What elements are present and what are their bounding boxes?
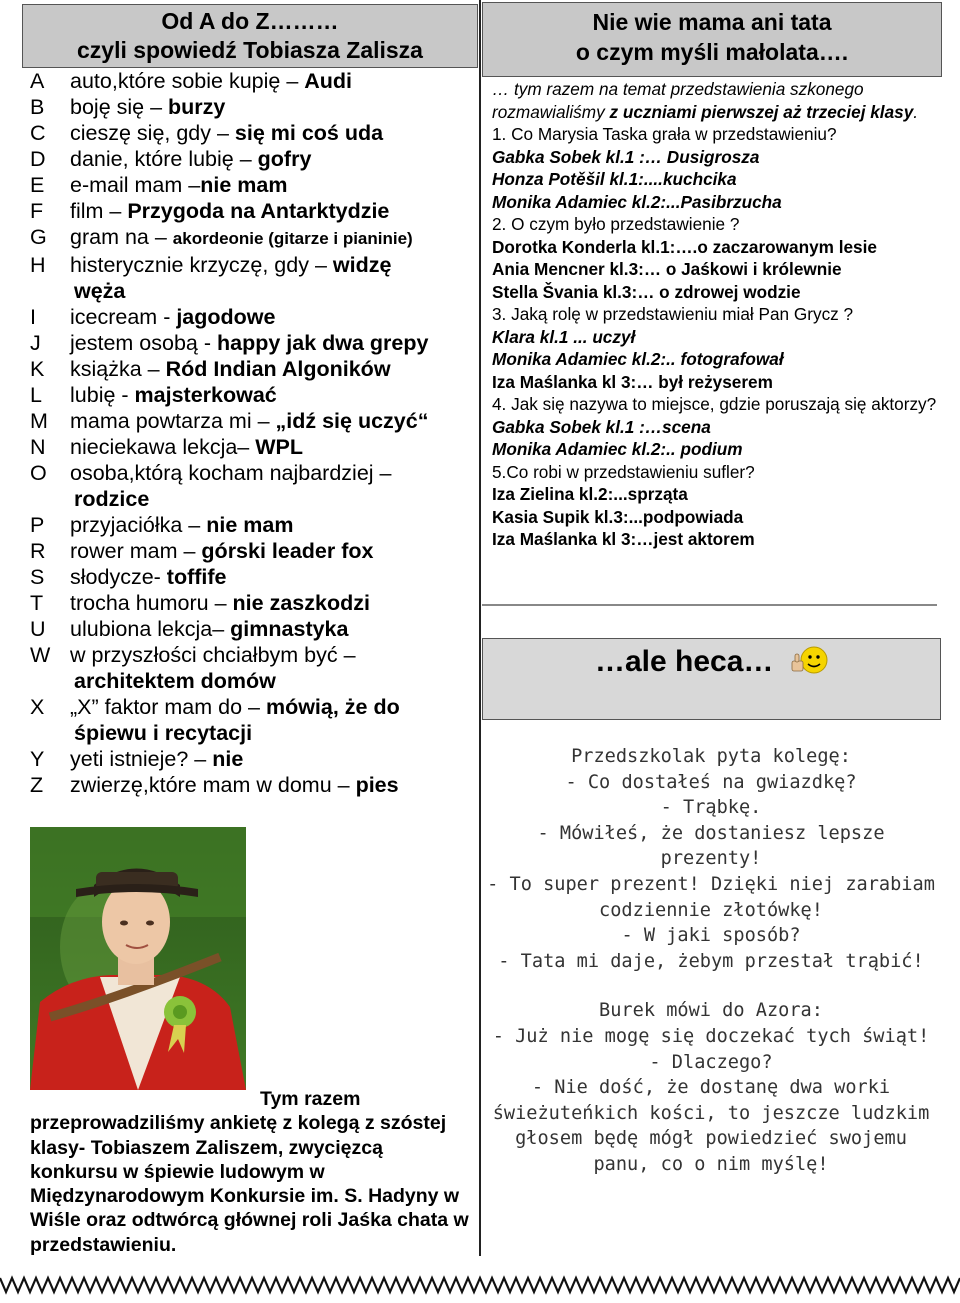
joke-line: - Już nie mogę się doczekać tych świąt!: [492, 1025, 930, 1047]
alphabet-letter: X: [30, 695, 45, 719]
joke-line: Burek mówi do Azora:: [599, 1000, 823, 1022]
alphabet-question: danie, które lubię –: [70, 147, 258, 171]
alphabet-answer: nie zaszkodzi: [232, 591, 370, 615]
alphabet-answer: górski leader fox: [201, 539, 374, 563]
alphabet-row-g: [30, 224, 480, 252]
quiz-answer: Ania Mencner kl.3:… o Jaśkowi i królewnie: [492, 259, 842, 279]
alphabet-question: w przyszłości chciałbym być –: [70, 643, 356, 667]
intro-first-line: Tym razem: [260, 1088, 361, 1110]
alphabet-answer-continued: węża: [74, 279, 126, 303]
alphabet-row-z: [30, 772, 480, 798]
alphabet-line: [70, 746, 480, 772]
alphabet-question: książka –: [70, 357, 166, 381]
alphabet-row-b: [30, 94, 480, 120]
alphabet-question: jestem osobą -: [70, 331, 217, 355]
alphabet-question: gram na –: [70, 225, 173, 249]
alphabet-answer: gofry: [257, 147, 312, 171]
alphabet-line: [70, 198, 480, 224]
alphabet-question: cieszę się, gdy –: [70, 121, 235, 145]
alphabet-line: [70, 356, 480, 382]
joke-2: [486, 998, 936, 1177]
alphabet-row-f: [30, 198, 480, 224]
alphabet-row-h: [30, 252, 480, 304]
alphabet-letter: M: [30, 409, 48, 433]
quiz-intro-b: z uczniami pierwszej aż trzeciej klasy: [609, 101, 914, 122]
alphabet-question: trocha humoru –: [70, 591, 233, 615]
quiz-answer: Honza Potěšil kl.1:....kuchcika: [492, 169, 737, 189]
alphabet-row-d: [30, 146, 480, 172]
joke-line: - Mówiłeś, że dostaniesz lepsze prezenty!: [537, 822, 885, 870]
alphabet-answer: pies: [355, 773, 399, 797]
alphabet-letter: G: [30, 225, 47, 249]
alphabet-row-t: [30, 590, 480, 616]
left-header-line2: czyli spowiedź Tobiasza Zalisza: [77, 37, 423, 63]
quiz-question: 1. Co Marysia Taska grała w przedstawieniu?: [492, 124, 837, 144]
alphabet-letter: R: [30, 539, 46, 563]
column-divider: [479, 0, 481, 1256]
alphabet-row-x: [30, 694, 480, 746]
jokes-section: [486, 744, 936, 1178]
alphabet-answer: gimnastyka: [230, 617, 349, 641]
alphabet-letter: L: [30, 383, 42, 407]
alphabet-answer: majsterkować: [134, 383, 277, 407]
alphabet-row-m: [30, 408, 480, 434]
alphabet-letter: N: [30, 435, 46, 459]
alphabet-question: słodycze-: [70, 565, 167, 589]
alphabet-line: [70, 120, 480, 146]
alphabet-question: boję się –: [70, 95, 169, 119]
alphabet-question: nieciekawa lekcja–: [70, 435, 256, 459]
alphabet-line: [70, 538, 480, 564]
alphabet-line: [70, 616, 480, 642]
smiley-thumbs-up-icon: [790, 645, 828, 677]
alphabet-letter: W: [30, 643, 51, 667]
alphabet-answer: „idź się uczyć“: [275, 409, 429, 433]
alphabet-list: [30, 68, 480, 798]
alphabet-answer: akordeonie (gitarze i pianinie): [172, 229, 413, 248]
alphabet-line: [70, 642, 480, 668]
alphabet-line: [70, 382, 480, 408]
alphabet-letter: D: [30, 147, 46, 171]
alphabet-question: rower mam –: [70, 539, 202, 563]
alphabet-letter: J: [30, 331, 41, 355]
alphabet-letter: K: [30, 357, 45, 381]
alphabet-line: [70, 694, 480, 720]
alphabet-row-u: [30, 616, 480, 642]
quiz-lines: [492, 123, 937, 551]
left-header: [22, 4, 478, 68]
alphabet-letter: A: [30, 69, 45, 93]
quiz-underline: [482, 604, 937, 606]
quiz-question: 3. Jaką rolę w przedstawieniu miał Pan Grycz ?: [492, 304, 854, 324]
alphabet-answer: toffife: [166, 565, 227, 589]
alphabet-answer: Ród Indian Algoników: [165, 357, 391, 381]
quiz-answer: Dorotka Konderla kl.1:….o zaczarowanym lesie: [492, 236, 877, 257]
alphabet-question: zwierzę,które mam w domu –: [70, 773, 356, 797]
alphabet-row-k: [30, 356, 480, 382]
right-header-line2: o czym myśli małolata….: [575, 39, 849, 65]
alphabet-row-i: [30, 304, 480, 330]
quiz-answer: Monika Adamiec kl.2:.. podium: [492, 439, 743, 459]
quiz-section: [492, 78, 937, 551]
alphabet-answer: WPL: [255, 435, 304, 459]
alphabet-letter: H: [30, 253, 46, 277]
boy-photo: [30, 827, 246, 1090]
alphabet-line: [70, 408, 480, 434]
alphabet-letter: O: [30, 461, 47, 485]
quiz-question: 2. O czym było przedstawienie ?: [492, 214, 740, 234]
alphabet-letter: E: [30, 173, 45, 197]
alphabet-answer: Przygoda na Antarktydzie: [127, 199, 390, 223]
joke-line: - Co dostałeś na gwiazdkę?: [565, 771, 857, 793]
alphabet-answer: nie mam: [200, 173, 288, 197]
alphabet-row-p: [30, 512, 480, 538]
alphabet-question: osoba,którą kocham najbardziej –: [70, 461, 392, 485]
alphabet-row-c: [30, 120, 480, 146]
joke-gap: [486, 974, 936, 998]
joke-line: - W jaki sposób?: [621, 925, 801, 947]
alphabet-line: [70, 172, 480, 198]
alphabet-question: auto,które sobie kupię –: [70, 69, 305, 93]
left-header-line1: Od A do Z………: [161, 8, 339, 34]
alphabet-row-s: [30, 564, 480, 590]
joke-1: [486, 744, 936, 974]
quiz-question: 4. Jak się nazywa to miejsce, gdzie poruszają się aktorzy?: [492, 394, 937, 414]
alphabet-letter: I: [30, 305, 36, 329]
alphabet-letter: B: [30, 95, 45, 119]
joke-line: Przedszkolak pyta kolegę:: [571, 746, 851, 767]
alphabet-letter: C: [30, 121, 46, 145]
quiz-answer: Klara kl.1 ... uczył: [492, 326, 636, 347]
quiz-answer: Iza Maślanka kl 3:…jest aktorem: [492, 529, 755, 549]
alphabet-letter: P: [30, 513, 45, 537]
quiz-answer: Iza Maślanka kl 3:… był reżyserem: [492, 371, 773, 392]
alphabet-row-w: [30, 642, 480, 694]
interview-intro: [30, 1087, 475, 1257]
alphabet-line: [70, 330, 480, 356]
alphabet-question: icecream -: [70, 305, 177, 329]
quiz-answer: Stella Švania kl.3:… o zdrowej wodzie: [492, 281, 801, 302]
alphabet-question: e-mail mam –: [70, 173, 201, 197]
joke-line: - Dlaczego?: [649, 1051, 773, 1073]
quiz-answer: Gabka Sobek kl.1 :…scena: [492, 416, 711, 437]
alphabet-question: yeti istnieje? –: [70, 747, 213, 771]
alphabet-question: film –: [70, 199, 128, 223]
right-header: [482, 2, 942, 77]
alphabet-line: [70, 590, 480, 616]
alphabet-letter: S: [30, 565, 45, 589]
alphabet-row-y: [30, 746, 480, 772]
alphabet-letter: T: [30, 591, 44, 615]
alphabet-row-n: [30, 434, 480, 460]
alphabet-row-e: [30, 172, 480, 198]
quiz-intro-a: … tym razem na temat przedstawienia szkonego rozmawialiśmy: [492, 79, 864, 122]
alphabet-answer-continued: rodzice: [74, 487, 150, 511]
alphabet-question: histerycznie krzyczę, gdy –: [70, 253, 333, 277]
alphabet-letter: U: [30, 617, 46, 641]
quiz-answer: Iza Zielina kl.2:...sprząta: [492, 484, 688, 504]
alphabet-answer: happy jak dwa grepy: [216, 331, 429, 355]
joke-line: - Trąbkę.: [660, 797, 762, 819]
alphabet-letter: Y: [30, 747, 45, 771]
alphabet-answer: się mi coś uda: [234, 121, 384, 145]
intro-text: przeprowadziliśmy ankietę z kolegą z szóstej klasy- Tobiaszem Zaliszem, zwycięzcą konkursu w śpiewie ludowym w Międzynarodowym Konkursie im. S. Hadyny w Wiśle oraz odtwórcą głównej roli Jaśka chata w przedstawieniu.: [30, 1112, 469, 1256]
alphabet-answer: nie: [212, 747, 244, 771]
joke-line: - Nie dość, że dostanę dwa worki świeżuteńkich kości, to jeszcze ludzkim głosem będę mógł powiedzieć swojemu panu, co o nim myślę!: [492, 1077, 930, 1175]
alphabet-line: [70, 146, 480, 172]
alphabet-letter: Z: [30, 773, 44, 797]
alphabet-answer: burzy: [168, 95, 226, 119]
quiz-intro: [492, 78, 937, 123]
ale-heca-box: [482, 638, 941, 720]
joke-line: - Tata mi daje, żebym przestał trąbić!: [498, 950, 924, 972]
quiz-answer: Gabka Sobek kl.1 :… Dusigrosza: [492, 146, 760, 167]
alphabet-row-a: [30, 68, 480, 94]
alphabet-letter: F: [30, 199, 44, 223]
alphabet-row-j: [30, 330, 480, 356]
alphabet-line: [70, 94, 480, 120]
alphabet-question: „X” faktor mam do –: [70, 695, 266, 719]
alphabet-line: [70, 512, 480, 538]
alphabet-answer: Audi: [304, 69, 353, 93]
alphabet-line: [70, 434, 480, 460]
alphabet-question: ulubiona lekcja–: [70, 617, 231, 641]
quiz-answer: Monika Adamiec kl.2:...Pasibrzucha: [492, 191, 782, 212]
alphabet-question: lubię -: [70, 383, 135, 407]
alphabet-line: [70, 304, 480, 330]
alphabet-answer-continued: śpiewu i recytacji: [74, 721, 253, 745]
alphabet-line: [70, 564, 480, 590]
alphabet-row-o: [30, 460, 480, 512]
alphabet-answer: widzę: [332, 253, 392, 277]
right-header-line1: Nie wie mama ani tata: [592, 9, 832, 35]
decorative-bottom-border: [0, 1274, 960, 1298]
quiz-question: 5.Co robi w przedstawieniu sufler?: [492, 461, 755, 482]
alphabet-answer: nie mam: [206, 513, 294, 537]
alphabet-line: [70, 68, 480, 94]
alphabet-line: [70, 772, 480, 798]
quiz-answer: Monika Adamiec kl.2:.. fotografował: [492, 349, 784, 369]
quiz-intro-c: .: [913, 101, 919, 122]
alphabet-question: przyjaciółka –: [70, 513, 207, 537]
ale-heca-title: …ale heca…: [595, 645, 774, 678]
alphabet-answer: jagodowe: [176, 305, 276, 329]
alphabet-line: [70, 252, 480, 278]
alphabet-row-l: [30, 382, 480, 408]
alphabet-line: [70, 460, 480, 486]
alphabet-row-r: [30, 538, 480, 564]
joke-line: - To super prezent! Dzięki niej zarabiam codziennie złotówkę!: [487, 873, 935, 921]
alphabet-answer: mówią, że do: [265, 695, 400, 719]
alphabet-answer-continued: architektem domów: [74, 669, 276, 693]
quiz-answer: Kasia Supik kl.3:...podpowiada: [492, 506, 744, 527]
alphabet-question: mama powtarza mi –: [70, 409, 276, 433]
alphabet-line: [70, 224, 480, 252]
